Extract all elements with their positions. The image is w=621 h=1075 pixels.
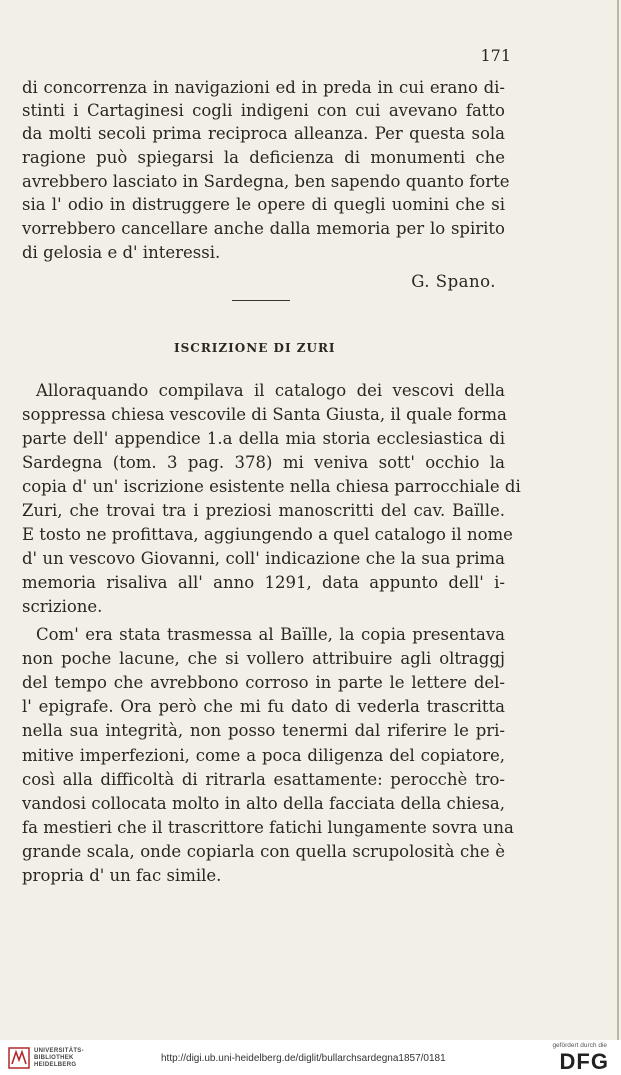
text-line: ragione può spiegarsi la deficienza di monumenti che (22, 148, 505, 167)
section-divider (232, 300, 290, 301)
text-line: di gelosia e d' interessi. (22, 243, 221, 262)
text-line: parte dell' appendice 1.a della mia storia ecclesiastica di (22, 429, 505, 448)
text-line: non poche lacune, che si vollero attribuire agli oltraggj (22, 649, 505, 668)
text-line: avrebbero lasciato in Sardegna, ben sapendo quanto forte (22, 172, 510, 191)
page-number: 171 (480, 46, 511, 65)
library-name: UNIVERSITÄTS- BIBLIOTHEK HEIDELBERG (34, 1048, 84, 1068)
text-line: fa mestieri che il trascrittore fatichi lungamente sovra una (22, 818, 514, 837)
text-line: soppressa chiesa vescovile di Santa Giusta, il quale forma (22, 405, 507, 424)
text-line: da molti secoli prima reciproca alleanza. Per questa sola (22, 124, 505, 143)
text-line: vandosi collocata molto in alto della facciata della chiesa, (22, 794, 505, 813)
funding-note: gefördert durch die (552, 1042, 607, 1049)
text-line: scrizione. (22, 597, 103, 616)
text-line: di concorrenza in navigazioni ed in preda in cui erano di- (22, 78, 505, 97)
university-logo-icon (8, 1047, 30, 1069)
text-line: Com' era stata trasmessa al Baïlle, la copia presentava (36, 625, 505, 644)
text-line: memoria risaliva all' anno 1291, data appunto dell' i- (22, 573, 505, 592)
page-edge (617, 0, 619, 1040)
text-line: stinti i Cartaginesi cogli indigeni con cui avevano fatto (22, 101, 505, 120)
text-line: Sardegna (tom. 3 pag. 378) mi veniva sott' occhio la (22, 453, 505, 472)
text-line: Zuri, che trovai tra i preziosi manoscritti del cav. Baïlle. (22, 501, 505, 520)
author-signature: G. Spano. (411, 272, 496, 291)
viewer-footer (0, 1040, 621, 1075)
text-line: vorrebbero cancellare anche dalla memoria per lo spirito (22, 219, 505, 238)
permalink-url[interactable]: http://digi.ub.uni-heidelberg.de/diglit/bullarchsardegna1857/0181 (161, 1053, 446, 1064)
text-line: così alla difficoltà di ritrarla esattamente: perocchè tro- (22, 770, 505, 789)
section-heading: ISCRIZIONE DI ZURI (174, 341, 336, 355)
text-line: nella sua integrità, non posso tenermi dal riferire le pri- (22, 721, 505, 740)
text-line: grande scala, onde copiarla con quella scrupolosità che è (22, 842, 505, 861)
text-line: sia l' odio in distruggere le opere di quegli uomini che si (22, 195, 505, 214)
text-line: d' un vescovo Giovanni, coll' indicazione che la sua prima (22, 549, 505, 568)
text-line: propria d' un fac simile. (22, 866, 222, 885)
text-line: copia d' un' iscrizione esistente nella chiesa parrocchiale di (22, 477, 521, 496)
dfg-logo: DFG (559, 1049, 609, 1074)
text-line: E tosto ne profittava, aggiungendo a quel catalogo il nome (22, 525, 513, 544)
text-line: l' epigrafe. Ora però che mi fu dato di vederla trascritta (22, 697, 505, 716)
text-line: del tempo che avrebbono corroso in parte le lettere del- (22, 673, 505, 692)
text-line: mitive imperfezioni, come a poca diligenza del copiatore, (22, 746, 505, 765)
text-line: Alloraquando compilava il catalogo dei vescovi della (36, 381, 505, 400)
